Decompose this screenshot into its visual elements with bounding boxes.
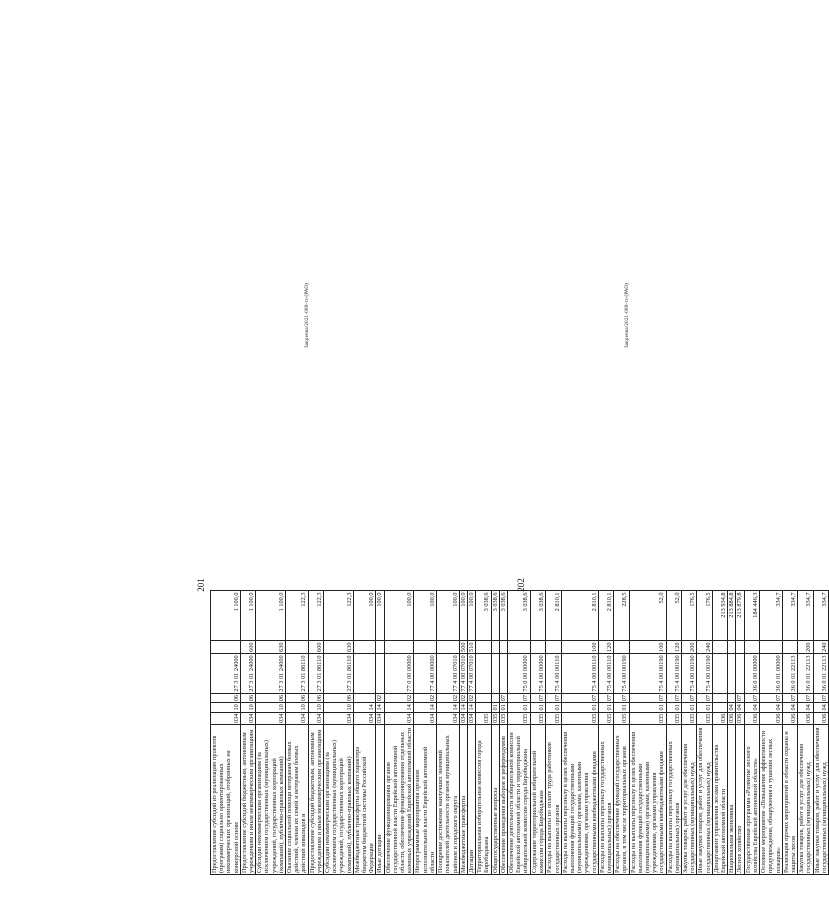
amount: 100,0 xyxy=(353,591,376,641)
item-name: Территориальная избирательная комиссия города Биробиджана xyxy=(476,725,491,875)
table-row xyxy=(629,591,666,875)
code-pr: 06 xyxy=(308,693,323,702)
code-csr xyxy=(712,653,727,693)
code-gr: 035 xyxy=(507,712,530,724)
amount: 2 810,1 xyxy=(598,591,613,641)
item-name: Межбюджетные трансферты xyxy=(459,725,467,875)
code-rz: 10 xyxy=(308,703,323,712)
code-gr: 035 xyxy=(476,712,491,724)
code-gr: 035 xyxy=(598,712,613,724)
table-row xyxy=(736,591,744,875)
item-name: Содержание территориальной избирательной комиссии города Биробиджана xyxy=(531,725,546,875)
code-vr xyxy=(728,641,736,653)
amount: 122,3 xyxy=(286,591,309,641)
amount: 3 038,6 xyxy=(476,591,491,641)
code-pr: 07 xyxy=(546,693,561,702)
code-pr: 02 xyxy=(437,693,460,702)
code-gr: 035 xyxy=(629,712,666,724)
code-csr: 75 0 00 00000 xyxy=(507,653,530,693)
item-name: Реализация прочих мероприятий в области охраны и защиты лесов xyxy=(782,725,797,875)
code-rz: 10 xyxy=(286,703,309,712)
item-name: Предоставление субсидий из реализацию проектов (программ) социально ориентированных некоммерческих организаций, отобранных на конкурсной основе xyxy=(211,725,241,875)
code-gr: 036 xyxy=(782,712,797,724)
code-csr: 77 4 00 07010 xyxy=(437,653,460,693)
code-pr: 07 xyxy=(760,693,783,702)
code-rz: 14 xyxy=(414,703,437,712)
code-rz: 01 xyxy=(682,703,697,712)
amount: 3 038,6 xyxy=(507,591,530,641)
code-vr: 630 xyxy=(324,641,354,653)
item-name: Обеспечение проведения выборов и референдумов xyxy=(499,725,507,875)
code-gr: 035 xyxy=(614,712,629,724)
code-csr: 36 0 01 22113 xyxy=(798,653,813,693)
code-vr: 200 xyxy=(798,641,813,653)
table-row xyxy=(666,591,681,875)
code-pr: 07 xyxy=(614,693,629,702)
code-csr: 36 0 01 22113 xyxy=(782,653,797,693)
item-name: Лесное хозяйство xyxy=(736,725,744,875)
code-vr: 240 xyxy=(697,641,712,653)
code-csr: 36 0 01 22113 xyxy=(813,653,828,693)
table-row xyxy=(614,591,629,875)
code-pr: 07 xyxy=(598,693,613,702)
item-name: Обеспечение функционирования органов государственной власти Еврейской автономной области, обеспечение функционирования отдельных казенных учреждений Еврейской автономной области xyxy=(384,725,414,875)
item-name: Государственная программа «Развитие лесного хозяйства Еврейской автономной области» xyxy=(744,725,759,875)
budget-table xyxy=(530,591,829,876)
code-csr: 77 4 00 07010 xyxy=(459,655,467,692)
code-rz xyxy=(712,703,727,712)
code-pr: 07 xyxy=(531,693,546,702)
item-name: Расходы на выплаты персоналу государственных (муниципальных) органов xyxy=(598,725,613,875)
left-page xyxy=(0,265,530,905)
code-vr: 600 xyxy=(240,641,255,653)
code-csr: 27 3 01 86110 xyxy=(286,653,309,693)
right-page xyxy=(320,265,828,905)
code-pr: 07 xyxy=(666,693,681,702)
code-csr: 36 0 01 00000 xyxy=(760,653,783,693)
amount: 176,5 xyxy=(697,591,712,641)
code-rz: 10 xyxy=(211,703,241,712)
code-gr: 034 xyxy=(414,712,437,724)
table-row xyxy=(728,591,736,875)
code-vr: 100 xyxy=(561,641,598,653)
code-rz: 04 xyxy=(782,703,797,712)
code-pr: 06 xyxy=(211,693,241,702)
code-rz: 04 xyxy=(798,703,813,712)
code-rz: 14 xyxy=(437,703,460,712)
item-name: Основное мероприятие «Повышение эффективности предупреждения, обнаружения и тушения лесных пожаров» xyxy=(760,725,783,875)
code-gr: 035 xyxy=(682,712,697,724)
code-gr: 036 xyxy=(736,713,744,723)
amount: 100,0 xyxy=(437,591,460,641)
code-pr: 06 xyxy=(286,693,309,702)
code-vr xyxy=(736,641,744,653)
code-gr: 034 xyxy=(240,712,255,724)
item-name: Национальная экономика xyxy=(728,725,736,875)
item-name: Департамент управления лесами правительства Еврейской автономной области xyxy=(712,725,727,875)
item-name: Межбюджетные трансферты общего характера бюджетам бюджетной системы Российской Федерации xyxy=(353,725,376,875)
code-gr: 036 xyxy=(744,712,759,724)
code-vr xyxy=(286,641,309,653)
code-gr: 034 xyxy=(256,712,286,724)
code-gr: 034 xyxy=(459,713,467,723)
code-csr: 36 0 00 00000 xyxy=(744,653,759,693)
amount: 52,0 xyxy=(666,591,681,641)
code-rz: 14 xyxy=(353,703,376,712)
code-gr: 034 xyxy=(324,712,354,724)
page-number: 201 xyxy=(196,578,206,592)
item-name: Иные закупки товаров, работ и услуг для обеспечения государственных (муниципальных) нужд xyxy=(697,725,712,875)
amount: 122,3 xyxy=(308,591,323,641)
code-gr: 034 xyxy=(467,713,475,723)
item-name: Предоставление субсидий бюджетным, автономным учреждениям и иным некоммерческим организациям xyxy=(308,725,323,875)
code-vr xyxy=(744,641,759,653)
amount: 334,7 xyxy=(798,591,813,641)
item-name: Расходы на выплаты персоналу государственных (муниципальных) органов xyxy=(666,725,681,875)
item-name: Оказание социальной помощи ветеранам боевых действий, членам их семей и ветеранам боевых действий инвалидов и xyxy=(286,725,309,875)
code-rz: 04 xyxy=(728,704,736,711)
code-vr: 510 xyxy=(467,642,475,652)
footer-code: Закрепка/2021-008-тз-(РАО) xyxy=(625,283,630,348)
amount: 334,7 xyxy=(760,591,783,641)
code-gr: 034 xyxy=(384,712,414,724)
code-gr: 035 xyxy=(546,712,561,724)
code-rz: 01 xyxy=(499,704,507,711)
code-rz: 01 xyxy=(491,704,499,711)
table-row xyxy=(531,591,546,875)
code-vr: 500 xyxy=(459,642,467,652)
code-rz: 01 xyxy=(561,703,598,712)
code-csr xyxy=(728,653,736,693)
code-gr: 036 xyxy=(813,712,828,724)
code-vr: 600 xyxy=(308,641,323,653)
footer-code: Закрепка/2021-008-тз-(РАО) xyxy=(305,283,310,348)
code-gr: 034 xyxy=(376,713,384,723)
code-rz: 10 xyxy=(256,703,286,712)
code-rz: 04 xyxy=(760,703,783,712)
code-pr: 02 xyxy=(414,693,437,702)
code-rz: 01 xyxy=(598,703,613,712)
code-gr: 035 xyxy=(561,712,598,724)
item-name: Общегосударственные вопросы xyxy=(491,725,499,875)
code-gr: 036 xyxy=(728,713,736,723)
table-row xyxy=(598,591,613,875)
code-gr: 034 xyxy=(353,712,376,724)
amount: 3 038,6 xyxy=(499,591,507,641)
code-pr: 07 xyxy=(499,694,507,702)
code-gr: 034 xyxy=(308,712,323,724)
code-csr: 75 4 00 00190 xyxy=(666,653,681,693)
item-name: Расходы на обеспечение функций государственных органов, в том числе территориальных органов xyxy=(614,725,629,875)
code-pr: 07 xyxy=(798,693,813,702)
code-csr: 75 4 00 00190 xyxy=(629,653,666,693)
table-row xyxy=(813,591,828,875)
code-pr: 06 xyxy=(324,693,354,702)
code-rz: 01 xyxy=(697,703,712,712)
code-csr: 77 4 00 00000 xyxy=(414,653,437,693)
code-pr: 07 xyxy=(629,693,666,702)
amount: 100,0 xyxy=(467,591,475,641)
table-row xyxy=(211,591,241,875)
amount: 3 038,6 xyxy=(531,591,546,641)
code-rz: 10 xyxy=(240,703,255,712)
amount: 2 810,1 xyxy=(561,591,598,641)
code-rz: 04 xyxy=(744,703,759,712)
amount: 334,7 xyxy=(813,591,828,641)
code-pr xyxy=(728,693,736,702)
table-row xyxy=(744,591,759,875)
code-pr: 06 xyxy=(240,693,255,702)
code-pr: 07 xyxy=(782,693,797,702)
amount: 228,5 xyxy=(614,591,629,641)
code-gr: 036 xyxy=(760,712,783,724)
code-rz: 14 xyxy=(384,703,414,712)
code-csr: 75 4 00 00190 xyxy=(682,653,697,693)
amount: 2 810,1 xyxy=(546,591,561,641)
code-gr: 035 xyxy=(491,713,499,723)
table-row xyxy=(561,591,598,875)
amount: 1 100,0 xyxy=(211,591,241,641)
table-row xyxy=(546,591,561,875)
code-csr: 27 3 01 24000 xyxy=(256,653,286,693)
item-name: Расходы на выплаты персоналу в целях обеспечения выполнения функций государственными (муниципальными) органами, казенными учреждениями, органами управления государственными внебюджетными фондами xyxy=(629,725,666,875)
item-name: Закупка товаров, работ и услуг для обеспечения государственных (муниципальных) нужд xyxy=(798,725,813,875)
item-name: Обеспечение деятельности избирательной комиссии Еврейской автономной области и территориальной избирательной комиссии города Биробиджана xyxy=(507,725,530,875)
code-vr xyxy=(614,641,629,653)
code-csr: 27 3 01 86110 xyxy=(324,653,354,693)
code-pr: 07 xyxy=(744,693,759,702)
code-rz: 14 xyxy=(459,704,467,711)
amount: 100,0 xyxy=(384,591,414,641)
code-vr xyxy=(531,641,546,653)
code-pr: 07 xyxy=(697,693,712,702)
amount: 176,5 xyxy=(682,591,697,641)
code-gr: 034 xyxy=(286,712,309,724)
code-pr: 02 xyxy=(459,694,467,702)
code-gr: 034 xyxy=(211,712,241,724)
code-pr: 02 xyxy=(384,693,414,702)
code-vr: 120 xyxy=(666,641,681,653)
table-row xyxy=(798,591,813,875)
amount: 3 038,6 xyxy=(491,591,499,641)
item-name: Иные дотации xyxy=(376,725,384,875)
code-vr xyxy=(712,641,727,653)
code-vr: 240 xyxy=(813,641,828,653)
table-row xyxy=(712,591,727,875)
code-gr: 036 xyxy=(712,712,727,724)
code-csr: 75 4 00 00000 xyxy=(531,653,546,693)
code-vr xyxy=(211,641,241,653)
code-gr: 036 xyxy=(798,712,813,724)
code-csr: 75 4 00 00110 xyxy=(561,653,598,693)
code-rz: 14 xyxy=(376,704,384,711)
code-gr: 035 xyxy=(531,712,546,724)
code-csr: 27 3 01 24000 xyxy=(240,653,255,693)
table-row xyxy=(760,591,783,875)
amount: 122,3 xyxy=(324,591,354,641)
code-gr: 035 xyxy=(697,712,712,724)
code-vr xyxy=(546,641,561,653)
code-csr: 77 4 00 07010 xyxy=(467,655,475,692)
code-pr: 07 xyxy=(813,693,828,702)
amount: 184 446,3 xyxy=(744,591,759,641)
item-name: Расходы на выплаты персоналу в целях обеспечения выполнения функций государственными (муниципальными) органами, казенными учреждениями, органами управления государственными внебюджетными фондами xyxy=(561,725,598,875)
amount: 1 100,0 xyxy=(256,591,286,641)
code-rz: 10 xyxy=(324,703,354,712)
code-csr xyxy=(736,653,744,693)
code-csr: 75 4 00 00190 xyxy=(614,653,629,693)
item-name: Закупка товаров, работ и услуг для обеспечения государственных (муниципальных) нужд xyxy=(682,725,697,875)
code-pr: 07 xyxy=(561,693,598,702)
code-pr: 02 xyxy=(376,694,384,702)
item-name: Предоставление субсидий бюджетным, автономным учреждениям и иным некоммерческим организациям xyxy=(240,725,255,875)
code-pr: 02 xyxy=(467,694,475,702)
amount: 100,0 xyxy=(414,591,437,641)
code-rz: 01 xyxy=(531,703,546,712)
code-vr xyxy=(782,641,797,653)
code-rz: 01 xyxy=(666,703,681,712)
page-number: 202 xyxy=(516,578,526,592)
code-vr: 200 xyxy=(682,641,697,653)
amount: 1 100,0 xyxy=(240,591,255,641)
code-csr: 27 3 01 24000 xyxy=(211,653,241,693)
table-row xyxy=(782,591,797,875)
code-csr: 75 4 00 00110 xyxy=(546,653,561,693)
code-vr: 100 xyxy=(629,641,666,653)
table-row xyxy=(256,591,286,875)
code-rz: 01 xyxy=(546,703,561,712)
code-csr: 75 4 00 00190 xyxy=(697,653,712,693)
amount: 100,0 xyxy=(459,591,467,641)
item-name: Непрограммные мероприятия органов исполнительной власти Еврейской автономной области xyxy=(414,725,437,875)
code-csr: 77 0 00 00000 xyxy=(384,653,414,693)
item-name: Субсидии некоммерческим организациям (за исключением государственных (муниципальных) учреждений, государственных корпораций (компаний), публично-правовых компаний) xyxy=(256,725,286,875)
amount: 334,7 xyxy=(782,591,797,641)
code-rz: 01 xyxy=(614,703,629,712)
code-rz: 01 xyxy=(507,703,530,712)
code-gr: 034 xyxy=(437,712,460,724)
code-pr: 07 xyxy=(736,694,744,702)
table-row xyxy=(240,591,255,875)
code-pr: 07 xyxy=(682,693,697,702)
code-gr: 035 xyxy=(499,713,507,723)
code-pr: 06 xyxy=(256,693,286,702)
code-vr xyxy=(760,641,783,653)
item-name: Дотации xyxy=(467,725,475,875)
code-gr: 035 xyxy=(666,712,681,724)
code-pr xyxy=(712,693,727,702)
table-row xyxy=(697,591,712,875)
code-rz: 14 xyxy=(467,704,475,711)
code-rz: 01 xyxy=(629,703,666,712)
code-rz: 04 xyxy=(813,703,828,712)
item-name: Расходы на выплаты по оплате труда работников государственных органов xyxy=(546,725,561,875)
item-name: Иные закупки товаров, работ и услуг для обеспечения государственных (муниципальных) нужд xyxy=(813,725,828,875)
code-pr: 07 xyxy=(507,693,530,702)
amount: 213 884,8 xyxy=(728,591,736,641)
amount: 213 934,8 xyxy=(712,591,727,641)
item-name: Субсидии некоммерческим организациям (за исключением государственных (муниципальных) учреждений, государственных корпораций (компаний), публично-правовых компаний) xyxy=(324,725,354,875)
table-row xyxy=(682,591,697,875)
code-rz: 04 xyxy=(736,704,744,711)
item-name: Поощрение достижения наилучших значений показателей деятельности органов муниципальных районов и городского округа xyxy=(437,725,460,875)
table-row xyxy=(286,591,309,875)
code-csr: 75 4 00 00110 xyxy=(598,653,613,693)
code-csr: 27 3 01 86110 xyxy=(308,653,323,693)
code-vr: 120 xyxy=(598,641,613,653)
amount: 52,0 xyxy=(629,591,666,641)
code-vr: 630 xyxy=(256,641,286,653)
amount: 213 879,8 xyxy=(736,591,744,641)
amount: 100,0 xyxy=(376,591,384,641)
